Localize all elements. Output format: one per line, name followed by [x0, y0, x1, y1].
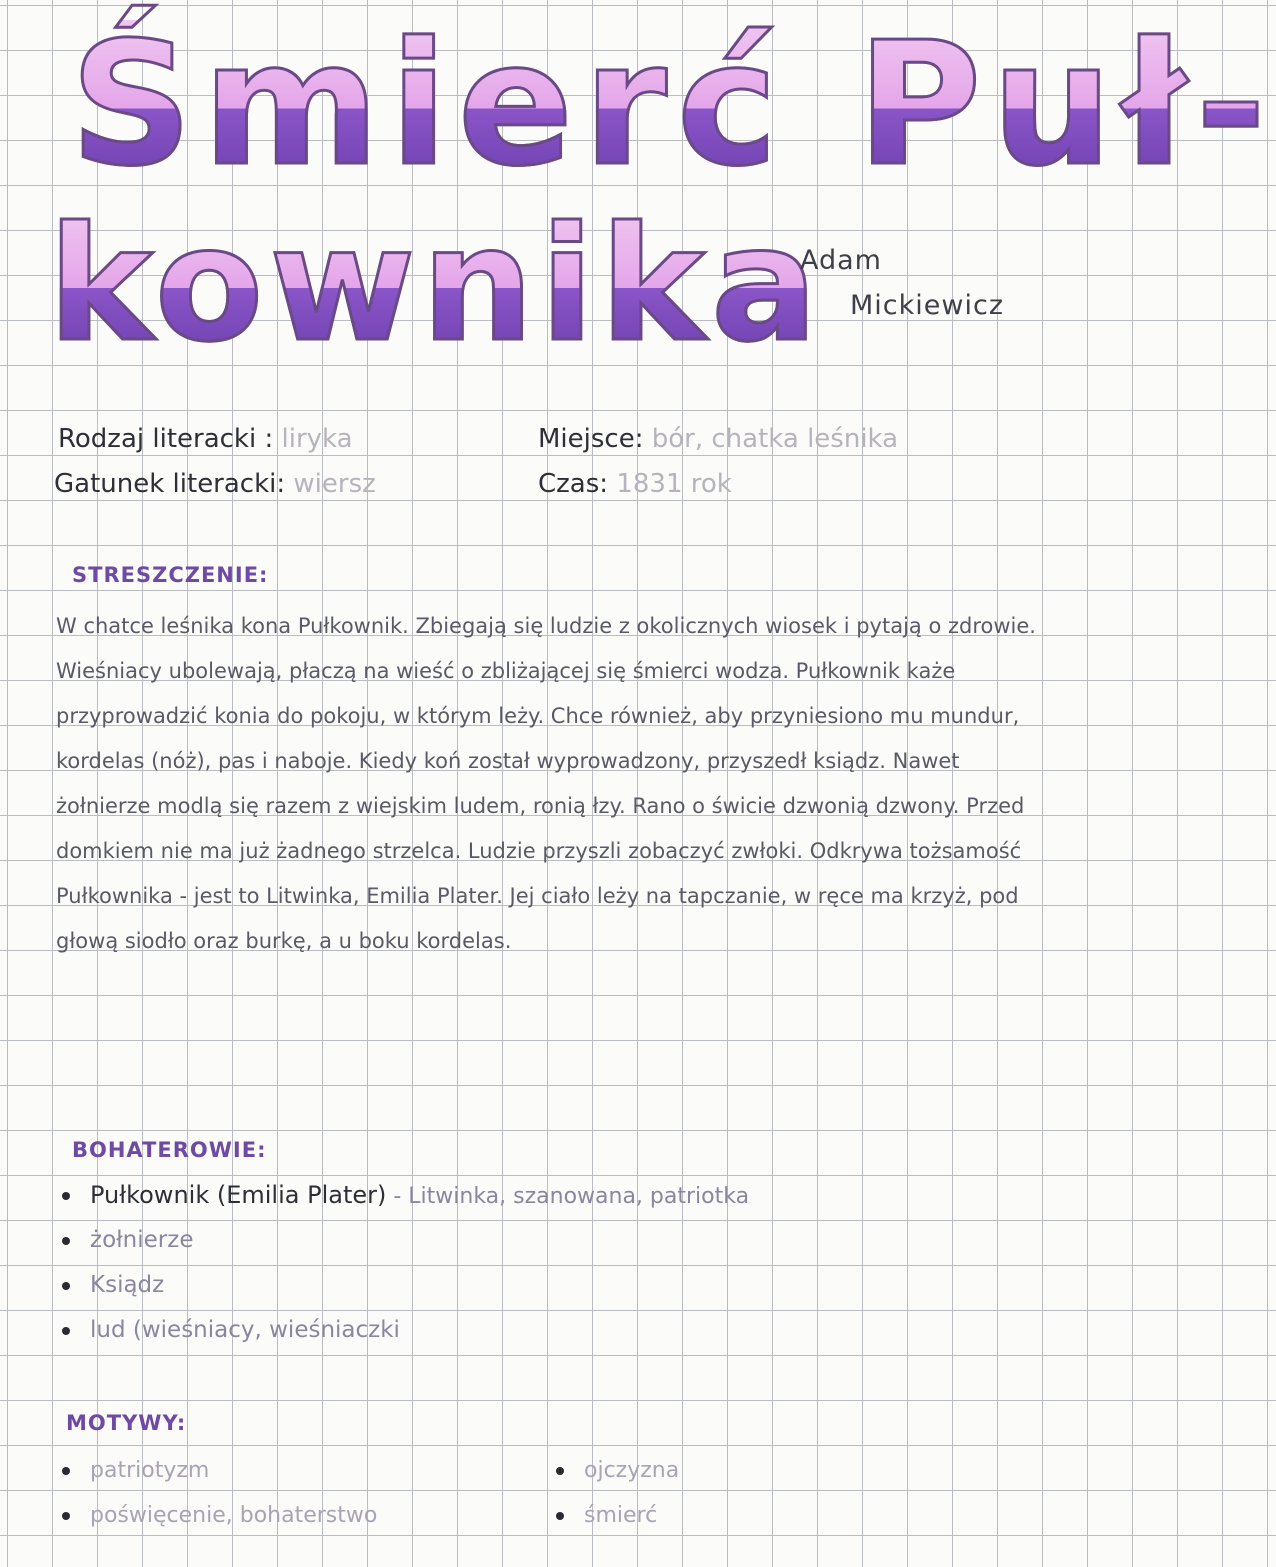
author-last-name: Mickiewicz [850, 290, 1004, 321]
gatunek-row [54, 469, 376, 499]
motifs-heading: MOTYWY: [66, 1411, 187, 1435]
summary-heading: STRESZCZENIE: [72, 563, 269, 587]
motifs-list-left [58, 1448, 377, 1538]
title-line-1: Śmierć Puł- [70, 6, 1276, 204]
motif-label: poświęcenie, bohaterstwo [90, 1503, 378, 1528]
hero-name: Pułkownik (Emilia Plater) [90, 1181, 387, 1209]
heroes-heading: BOHATEROWIE: [72, 1138, 267, 1162]
hero-label: lud (wieśniacy, wieśniaczki [90, 1317, 400, 1343]
hero-item-ksiadz [58, 1263, 749, 1308]
summary-text: W chatce leśnika kona Pułkownik. Zbiegają się ludzie z okolicznych wiosek i pytają o zdrowie. Wieśniacy ubolewają, płaczą na wieść o zbliżającej się śmierci wodza. Pułkownik każe przyprowadzić konia do pokoju, w którym leży. Chce również, aby przyniesiono mu mundur, kordelas (nóż), pas i naboje. Kiedy koń został wyprowadzony, przyszedł ksiądz. Nawet żołnierze modlą się razem z wiejskim ludem, ronią łzy. Rano o świcie dzwonią dzwony. Przed domkiem nie ma już żadnego strzelca. Ludzie przyszli zobaczyć zwłoki. Odkrywa tożsamość Pułkownika - jest to Litwinka, Emilia Plater. Jej ciało leży na tapczanie, w ręce ma krzyż, pod głową siodło oraz burkę, a u boku kordelas. [56, 614, 1036, 953]
hero-label: Ksiądz [90, 1272, 165, 1298]
czas-value: 1831 rok [616, 469, 732, 499]
czas-row [538, 469, 732, 499]
rodzaj-value: liryka [281, 424, 353, 454]
czas-label: Czas: [538, 469, 609, 499]
rodzaj-label: Rodzaj literacki : [58, 424, 274, 454]
author-first-name: Adam [800, 245, 882, 276]
miejsce-row [538, 424, 898, 454]
title-line-2: kownika [48, 193, 824, 377]
rodzaj-row [58, 424, 353, 454]
hero-label: żołnierze [90, 1227, 194, 1253]
hero-item-zolnierze [58, 1218, 749, 1263]
motif-label: ojczyzna [584, 1458, 680, 1483]
motif-label: śmierć [584, 1503, 658, 1528]
motifs-list-right [552, 1448, 679, 1538]
heroes-list [58, 1173, 749, 1353]
motif-item [552, 1448, 679, 1493]
motif-item [552, 1493, 679, 1538]
miejsce-label: Miejsce: [538, 424, 644, 454]
miejsce-value: bór, chatka leśnika [651, 424, 899, 454]
motif-label: patriotyzm [90, 1458, 210, 1483]
motif-item [58, 1493, 377, 1538]
hero-item-pulkownik [58, 1173, 749, 1218]
hero-item-lud [58, 1308, 749, 1353]
gatunek-label: Gatunek literacki: [54, 469, 286, 499]
gatunek-value: wiersz [293, 469, 376, 499]
hero-description: - Litwinka, szanowana, patriotka [386, 1184, 750, 1209]
motif-item [58, 1448, 377, 1493]
